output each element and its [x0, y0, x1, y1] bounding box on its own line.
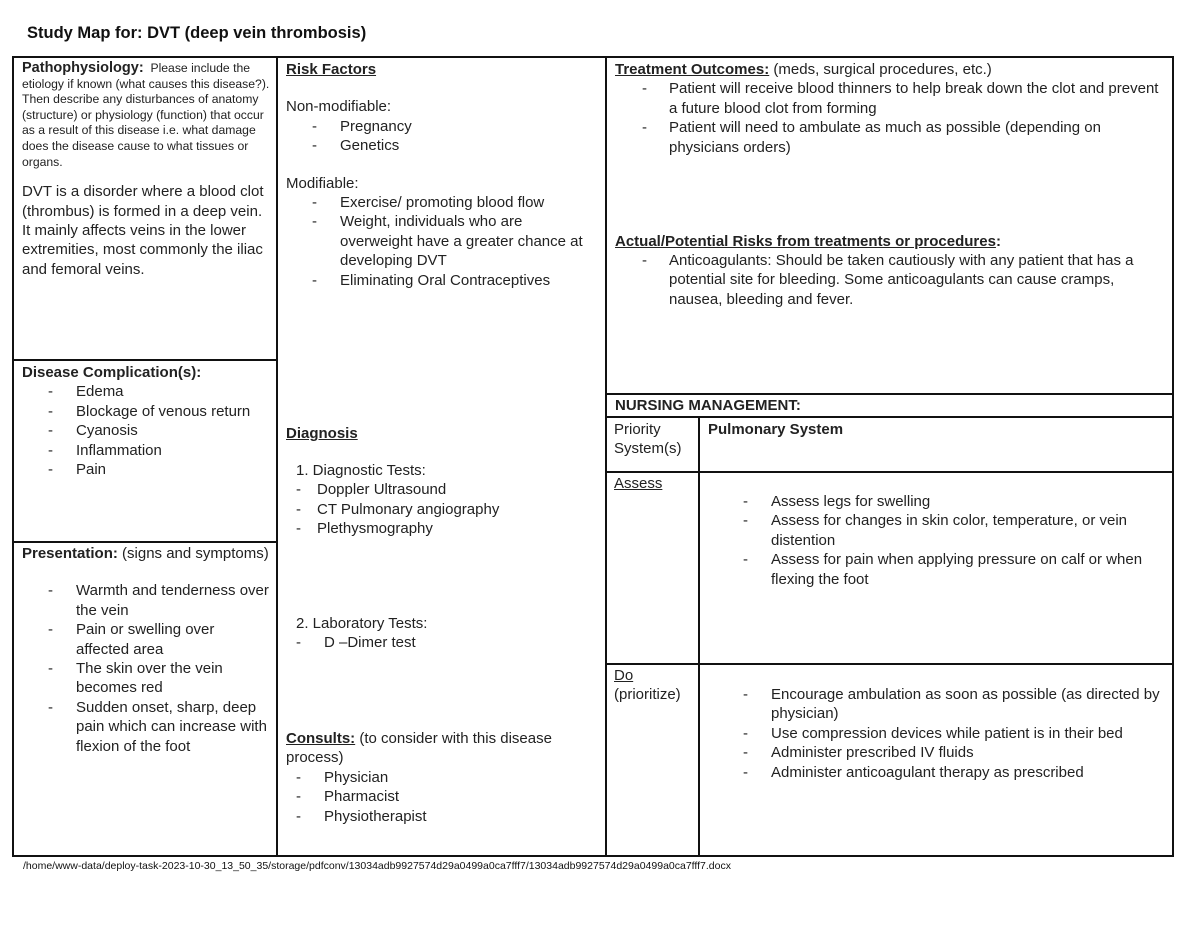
list-item: - Assess for changes in skin color, temperature, or vein distention	[708, 511, 1164, 550]
treatment-cell	[605, 56, 1174, 395]
list-item: - D –Dimer test	[286, 633, 597, 652]
consults-header	[286, 729, 597, 768]
laboratory-tests-list	[286, 633, 597, 652]
treatment-risks-colon: :	[995, 233, 1001, 250]
list-item: - Pain	[22, 460, 270, 479]
laboratory-tests-block	[286, 614, 597, 653]
nonmodifiable-label: Non-modifiable:	[286, 98, 392, 116]
treatment-list	[615, 79, 1164, 157]
treatment-risks-header	[615, 232, 1001, 251]
consults-subtitle: (to consider with this disease process)	[286, 730, 552, 767]
pathophysiology-intro	[22, 61, 270, 170]
diagnosis-heading: Diagnosis	[286, 425, 358, 442]
consults-list	[286, 768, 597, 826]
do-label: Do	[614, 667, 634, 684]
list-item: - Use compression devices while patient is in their bed	[708, 724, 1164, 743]
list-item: - Weight, individuals who are overweight have a greater chance at developing DVT	[286, 212, 597, 270]
nonmodifiable-list	[286, 117, 597, 156]
do-sublabel: (prioritize)	[614, 686, 681, 704]
do-content-cell	[698, 663, 1174, 857]
list-item: - Warmth and tenderness over the vein	[22, 581, 270, 620]
diagnostic-tests-block	[286, 461, 597, 539]
presentation-cell	[12, 541, 278, 857]
modifiable-label: Modifiable:	[286, 174, 359, 192]
treatment-header	[615, 60, 1164, 79]
presentation-heading: Presentation:	[22, 545, 118, 562]
complications-heading: Disease Complication(s):	[22, 364, 202, 381]
footer-file-path: /home/www-data/deploy-task-2023-10-30_13_50_35/storage/pdfconv/13034adb9927574d29a0499a0ca7fff7/13034adb9927574d29a0499a0ca7fff7.docx	[23, 860, 731, 872]
pathophysiology-instructions: Please include the etiology if known (what causes this disease?). Then describe any disturbances of anatomy (structure) or physiology (function) that occur as a result of this disease i.e. what damage does the disease cause to what tissues or organs.	[22, 61, 270, 169]
pathophysiology-heading: Pathophysiology:	[22, 60, 144, 76]
list-item: - Exercise/ promoting blood flow	[286, 193, 597, 212]
list-item: - Blockage of venous return	[22, 402, 270, 421]
treatment-subtitle: (meds, surgical procedures, etc.)	[773, 61, 992, 78]
list-item: - Sudden onset, sharp, deep pain which can increase with flexion of the foot	[22, 698, 270, 756]
list-item: - Assess for pain when applying pressure on calf or when flexing the foot	[708, 550, 1164, 589]
priority-value-cell	[698, 416, 1174, 473]
nursing-management-heading: NURSING MANAGEMENT:	[615, 397, 801, 414]
laboratory-tests-label: 2. Laboratory Tests:	[296, 615, 428, 632]
complications-cell	[12, 359, 278, 543]
treatment-heading: Treatment Outcomes:	[615, 61, 770, 78]
priority-label-cell	[605, 416, 700, 473]
assess-content-cell	[698, 471, 1174, 665]
treatment-risks-heading: Actual/Potential Risks from treatments or procedures	[615, 233, 996, 250]
list-item: - Anticoagulants: Should be taken cautiously with any patient that has a potential site for bleeding. Some anticoagulants can cause cramps, nausea, bleeding and fever.	[615, 251, 1164, 309]
presentation-list	[22, 581, 270, 756]
risk-diagnosis-column	[276, 56, 607, 857]
list-item: - Patient will need to ambulate as much as possible (depending on physicians orders)	[615, 118, 1164, 157]
priority-value: Pulmonary System	[708, 421, 844, 438]
assess-list	[708, 492, 1164, 589]
assess-label: Assess	[614, 475, 663, 492]
list-item: - CT Pulmonary angiography	[286, 500, 597, 519]
do-list	[708, 685, 1164, 782]
list-item: - Administer prescribed IV fluids	[708, 743, 1164, 762]
diagnostic-tests-label: 1. Diagnostic Tests:	[296, 462, 426, 479]
list-item: - Assess legs for swelling	[708, 492, 1164, 511]
list-item: - Physician	[286, 768, 597, 787]
list-item: - Physiotherapist	[286, 807, 597, 826]
pathophysiology-body: DVT is a disorder where a blood clot (thrombus) is formed in a deep vein. It mainly affects veins in the lower extremities, most commonly the iliac and femoral veins.	[22, 183, 264, 278]
list-item: - Genetics	[286, 136, 597, 155]
page-title: Study Map for: DVT (deep vein thrombosis)	[27, 24, 367, 42]
risk-factors-heading: Risk Factors	[286, 61, 377, 78]
do-label-cell	[605, 663, 700, 857]
pathophysiology-cell	[12, 56, 278, 361]
list-item: - Inflammation	[22, 441, 270, 460]
priority-label: Priority System(s)	[614, 421, 682, 458]
presentation-header	[22, 544, 270, 563]
assess-label-cell	[605, 471, 700, 665]
list-item: - Patient will receive blood thinners to help break down the clot and prevent a future blood clot from forming	[615, 79, 1164, 118]
complications-list	[22, 382, 270, 479]
list-item: - Doppler Ultrasound	[286, 480, 597, 499]
list-item: - Administer anticoagulant therapy as prescribed	[708, 763, 1164, 782]
list-item: - Edema	[22, 382, 270, 401]
list-item: - Cyanosis	[22, 421, 270, 440]
list-item: - Pharmacist	[286, 787, 597, 806]
consults-heading: Consults:	[286, 730, 356, 747]
list-item: - Plethysmography	[286, 519, 597, 538]
list-item: - Pain or swelling over affected area	[22, 620, 270, 659]
list-item: - Pregnancy	[286, 117, 597, 136]
list-item: - Encourage ambulation as soon as possible (as directed by physician)	[708, 685, 1164, 724]
nursing-management-header	[605, 393, 1174, 418]
modifiable-list	[286, 193, 597, 290]
diagnostic-tests-list	[286, 480, 597, 538]
treatment-risks-list	[615, 251, 1164, 309]
list-item: - The skin over the vein becomes red	[22, 659, 270, 698]
presentation-subtitle: (signs and symptoms)	[122, 545, 269, 562]
consults-block	[286, 729, 597, 826]
list-item: - Eliminating Oral Contraceptives	[286, 271, 597, 290]
